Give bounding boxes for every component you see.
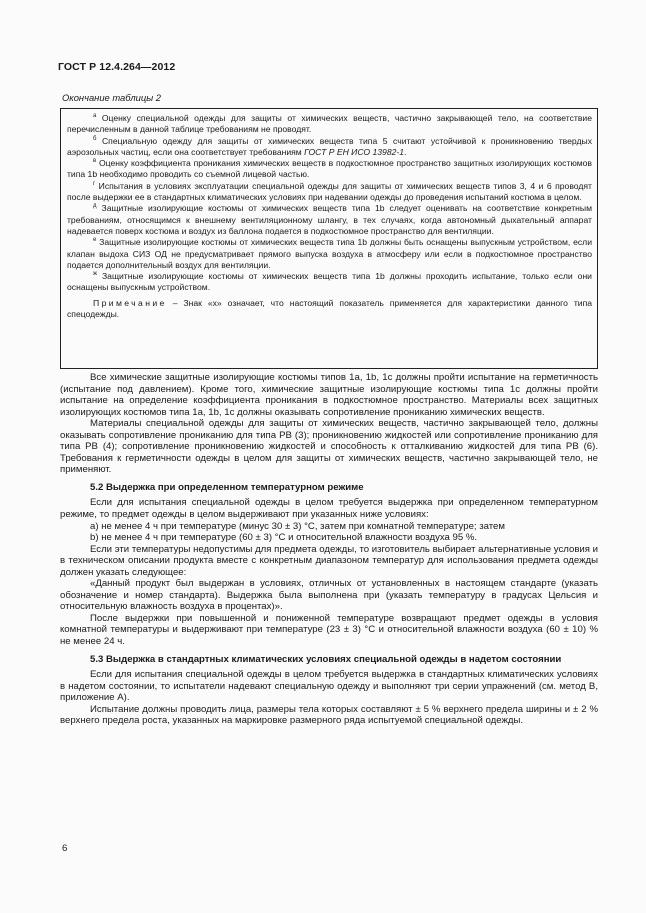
list-item-a: а) не менее 4 ч при температуре (минус 30 ± 3) °С, затем при комнатной температуре; затем <box>90 520 505 532</box>
note-mark: а <box>93 113 97 119</box>
page-number: 6 <box>62 843 68 854</box>
note-text: Испытания в условиях эксплуатации специальной одежды для защиты от химических веществ типов 3, 4 и 6 проводят после выдержки ее в стандартных климатических условиях при надевании одежды до проведения испытаний костюма в целом. <box>67 180 592 203</box>
table-note-a <box>67 113 592 136</box>
note-text: Оценку специальной одежды для защиты от химических веществ, частично закрывающей тело, на соответствие перечисленным в данной таблице требованиям не проводят. <box>67 113 592 135</box>
standard-code: ГОСТ Р 12.4.264—2012 <box>58 61 176 73</box>
paragraph: После выдержки при повышенной и пониженной температуре возвращают предмет одежды в условия комнатной температуры и выдерживают при температуре (23 ± 3) °С и относительной влажности воздуха (60 ± 10) % не менее 24 ч. <box>60 612 598 648</box>
note-text: Защитные изолирующие костюмы от химических веществ типа 1b должны проходить испытание, только если они оснащены выпускным устройством. <box>67 271 592 293</box>
table-note-d <box>67 203 592 237</box>
table-note-e <box>67 237 592 271</box>
table-caption: Окончание таблицы 2 <box>62 92 161 103</box>
paragraph: Материалы специальной одежды для защиты от химических веществ, частично закрывающей тело, должны оказывать сопротивление прониканию для типа РВ (3); проникновению жидкостей или сопротивление прониканию для типа РВ (4); сопротивление проникновению жидкостей и способность к отталкиванию жидкостей для типа РВ (6). Требования к герметичности одежды в целом для защиты от химических веществ, частично закрывающей тело, не применяют. <box>60 418 598 476</box>
remark-text: – Знак «х» означает, что настоящий показатель применяется для характеристики данного типа спецодежды. <box>67 297 592 320</box>
table-notes-box <box>60 108 598 369</box>
table-note-b <box>67 136 592 159</box>
paragraph: Если для испытания специальной одежды в целом требуется выдержка при определенном температурном режиме, то предмет одежды в целом выдерживают при указанных ниже условиях: <box>60 497 598 521</box>
table-note-g <box>67 181 592 204</box>
list-item-b: b) не менее 4 ч при температуре (60 ± 3) °С и относительной влажности воздуха 95 %. <box>90 532 478 544</box>
note-mark: д <box>93 203 97 210</box>
note-text: Специальную одежду для защиты от химических веществ типа 5 считают устойчивой к проникновению твердых аэрозольных частиц, если она соответствует требованиям <box>67 135 592 157</box>
note-mark: е <box>93 237 97 244</box>
note-standard-reference: ГОСТ Р ЕН ИСО 13982-1 <box>304 146 405 157</box>
paragraph: Все химические защитные изолирующие костюмы типов 1а, 1b, 1с должны пройти испытание на герметичность (испытание под давлением). Кроме того, химические защитные изолирующие костюмы типа 1с должны пройти испытание на определение коэффициента проникания в подкостюмное пространство. Материалы всех защитных изолирующих костюмов типа 1а, 1b, 1с должны оказывать сопротивление прониканию химических веществ. <box>60 372 598 418</box>
paragraph: Если эти температуры недопустимы для предмета одежды, то изготовитель выбирает альтернативные условия и в техническом описании продукта вместе с конкретным диапазоном температур для использования предмета одежды должен указать следующее: <box>60 543 598 578</box>
table-remark <box>67 298 592 321</box>
table-note-zh <box>67 271 592 294</box>
note-mark: ж <box>93 271 98 278</box>
page-header <box>58 61 175 73</box>
remark-label: Примечание <box>93 297 167 308</box>
main-text <box>60 372 598 727</box>
paragraph: Если для испытания специальной одежды в целом требуется выдержка в стандартных климатических условиях в надетом состоянии, то испытатели надевают специальную одежду и выполняют три серии упражнений (см. метод В, приложение А). <box>60 669 598 704</box>
paragraph: Испытание должны проводить лица, размеры тела которых составляют ± 5 % верхнего предела ширины и ± 2 % верхнего предела роста, указанных на маркировке размерного ряда испытуемой специальной одежды. <box>60 703 598 727</box>
note-mark: в <box>93 158 97 165</box>
table-note-v <box>67 158 592 181</box>
quote-paragraph: «Данный продукт был выдержан в условиях, отличных от установленных в настоящем стандарте (указать обозначение и номер стандарта). Выдержка была выполнена при (указать температуру в градусах Цельсия и относительную влажность воздуха в процентах)». <box>60 578 598 613</box>
note-text-end: . <box>404 146 407 157</box>
note-text: Защитные изолирующие костюмы от химических веществ типа 1b должны быть оснащены выпускным устройством, если клапан выдоха СИЗ ОД не предусматривает прямого выпуска воздуха в атмосферу или если в подкостюмное пространство подается дополнительный воздух для вентиляции. <box>67 237 592 270</box>
note-mark: б <box>93 135 97 142</box>
note-text: Оценку коэффициента проникания химических веществ в подкостюмное пространство защитных изолирующих костюмов типа 1b необходимо проводить со съемной лицевой частью. <box>67 158 592 180</box>
section-heading-5-2: 5.2 Выдержка при определенном температурном режиме <box>90 481 364 493</box>
section-heading-5-3: 5.3 Выдержка в стандартных климатических условиях специальной одежды в надетом состоянии <box>90 653 562 665</box>
note-text: Защитные изолирующие костюмы от химических веществ типа 1b следует оценивать на соответствие конкретным требованиям, относящимся к внешнему вентиляционному шлангу, в тех случаях, когда автономный дыхательный аппарат надевается поверх костюма и воздух из баллона подается в подкостюмное пространство для вентиляции. <box>67 203 592 236</box>
note-mark: г <box>93 180 96 187</box>
